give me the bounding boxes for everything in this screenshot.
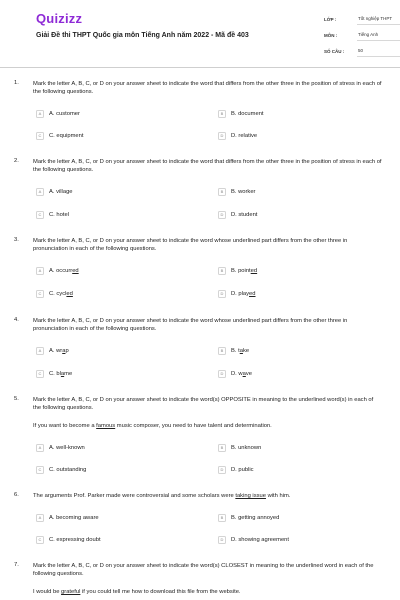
underlined-part: a — [242, 371, 246, 377]
option-d[interactable] — [218, 369, 252, 379]
option-text: A. well-known — [49, 445, 85, 451]
option-text: C. hotel — [49, 212, 69, 218]
meta-label: LỚP : — [324, 16, 337, 22]
option-text: D. public — [231, 467, 254, 473]
option-text: A. customer — [49, 111, 80, 117]
option-b[interactable] — [218, 187, 255, 197]
header-divider — [0, 67, 400, 68]
question-number: 1. — [14, 80, 19, 86]
option-text: C. blame — [49, 371, 73, 377]
question-number: 3. — [14, 237, 19, 243]
option-text: B. unknown — [231, 445, 262, 451]
option-text: C. equipment — [49, 133, 84, 139]
question-text: Mark the letter A, B, C, or D on your answer sheet to indicate the word(s) OPPOSITE in meaning to the underlined word(s) in each of the following questions. — [33, 397, 374, 411]
option-text: C. cycled — [49, 291, 73, 297]
option-letter-badge: D — [218, 132, 226, 140]
question-number: 4. — [14, 317, 19, 323]
option-text: D. showing agreement — [231, 537, 290, 543]
option-a[interactable] — [36, 513, 99, 523]
underlined-part: ed — [72, 268, 79, 274]
question-text: Mark the letter A, B, C, or D on your answer sheet to indicate the word that differs from the other three in the position of stress in each of the following questions. — [33, 159, 382, 173]
option-b[interactable] — [218, 346, 249, 356]
question-text: Mark the letter A, B, C, or D on your answer sheet to indicate the word(s) CLOSEST in meaning to the underlined word in each of the following questions. — [33, 563, 374, 577]
option-letter-badge: B — [218, 444, 226, 452]
meta-row-subject — [324, 29, 400, 41]
underlined-part: a — [62, 348, 66, 354]
underlined-word: taking issue — [235, 493, 266, 499]
meta-row-class — [324, 13, 400, 25]
option-c[interactable] — [36, 210, 69, 220]
question-text: The arguments Prof. Parker made were controversial and some scholars were taking issue with him. — [33, 493, 291, 499]
option-text: A. occurred — [49, 268, 79, 274]
question-number: 7. — [14, 562, 19, 568]
option-letter-badge: D — [218, 536, 226, 544]
underlined-word: famous — [96, 423, 116, 429]
option-b[interactable] — [218, 266, 257, 276]
option-text: C. expressing doubt — [49, 537, 101, 543]
option-letter-badge: A — [36, 267, 44, 275]
option-c[interactable] — [36, 369, 72, 379]
option-letter-badge: D — [218, 290, 226, 298]
option-text: D. student — [231, 212, 258, 218]
option-letter-badge: C — [36, 290, 44, 298]
option-text: B. getting annoyed — [231, 515, 280, 521]
option-text: B. pointed — [231, 268, 258, 274]
option-b[interactable] — [218, 109, 264, 119]
option-letter-badge: A — [36, 444, 44, 452]
underlined-part: ed — [250, 268, 258, 274]
option-letter-badge: B — [218, 267, 226, 275]
question-sentence: I would be grateful if you could tell me how to download this file from the website. — [33, 589, 241, 595]
option-c[interactable] — [36, 535, 101, 545]
option-a[interactable] — [36, 346, 69, 356]
meta-label: SỐ CÂU : — [324, 48, 345, 54]
option-d[interactable] — [218, 465, 254, 475]
option-d[interactable] — [218, 210, 257, 220]
option-text: A. becoming aware — [49, 515, 99, 521]
option-letter-badge: B — [218, 514, 226, 522]
option-letter-badge: C — [36, 132, 44, 140]
page-title: Giải Đề thi THPT Quốc gia môn Tiếng Anh năm 2022 - Mã đề 403 — [36, 32, 249, 39]
option-b[interactable] — [218, 513, 279, 523]
meta-value: 50 — [357, 45, 400, 57]
option-text: B. take — [231, 348, 250, 354]
question-number: 6. — [14, 492, 19, 498]
option-c[interactable] — [36, 465, 86, 475]
option-letter-badge: D — [218, 370, 226, 378]
option-text: D. played — [231, 291, 256, 297]
option-a[interactable] — [36, 109, 80, 119]
option-a[interactable] — [36, 266, 79, 276]
option-text: B. document — [231, 111, 264, 117]
meta-value: Tốt nghiệp THPT — [357, 13, 400, 25]
option-a[interactable] — [36, 187, 73, 197]
option-c[interactable] — [36, 131, 83, 141]
option-text: D. wave — [231, 371, 252, 377]
option-text: A. village — [49, 189, 73, 195]
option-text: B. worker — [231, 189, 256, 195]
underlined-part: ed — [249, 291, 256, 297]
option-letter-badge: A — [36, 514, 44, 522]
underlined-part: a — [60, 371, 65, 377]
option-letter-badge: C — [36, 211, 44, 219]
option-d[interactable] — [218, 131, 257, 141]
option-letter-badge: D — [218, 211, 226, 219]
option-letter-badge: B — [218, 347, 226, 355]
meta-label: MÔN : — [324, 32, 338, 38]
question-text: Mark the letter A, B, C, or D on your answer sheet to indicate the word whose underlined part differs from the other three in pronunciation in each of the following questions. — [33, 318, 348, 332]
question-text: Mark the letter A, B, C, or D on your answer sheet to indicate the word that differs from the other three in the position of stress in each of the following questions. — [33, 81, 382, 95]
option-letter-badge: A — [36, 347, 44, 355]
option-letter-badge: A — [36, 188, 44, 196]
option-b[interactable] — [218, 443, 261, 453]
option-letter-badge: D — [218, 466, 226, 474]
option-text: A. wrap — [49, 348, 69, 354]
question-sentence: If you want to become a famous music composer, you need to have talent and determination. — [33, 423, 272, 429]
option-text: C. outstanding — [49, 467, 87, 473]
option-letter-badge: B — [218, 110, 226, 118]
question-text: Mark the letter A, B, C, or D on your answer sheet to indicate the word whose underlined part differs from the other three in pronunciation in each of the following questions. — [33, 238, 348, 252]
worksheet-meta — [324, 13, 400, 61]
underlined-part: a — [239, 348, 243, 354]
option-letter-badge: C — [36, 536, 44, 544]
question-number: 2. — [14, 158, 19, 164]
option-letter-badge: B — [218, 188, 226, 196]
option-text: D. relative — [231, 133, 258, 139]
quizizz-logo[interactable]: Quizizz — [36, 11, 83, 26]
option-letter-badge: C — [36, 466, 44, 474]
question-number: 5. — [14, 396, 19, 402]
option-letter-badge: A — [36, 110, 44, 118]
worksheet-header — [18, 0, 393, 64]
meta-row-question-count — [324, 45, 400, 57]
underlined-part: ed — [66, 291, 73, 297]
option-c[interactable] — [36, 289, 73, 299]
meta-value: Tiếng Anh — [357, 29, 400, 41]
option-letter-badge: C — [36, 370, 44, 378]
option-d[interactable] — [218, 535, 289, 545]
underlined-word: grateful — [61, 589, 81, 595]
option-a[interactable] — [36, 443, 85, 453]
option-d[interactable] — [218, 289, 256, 299]
